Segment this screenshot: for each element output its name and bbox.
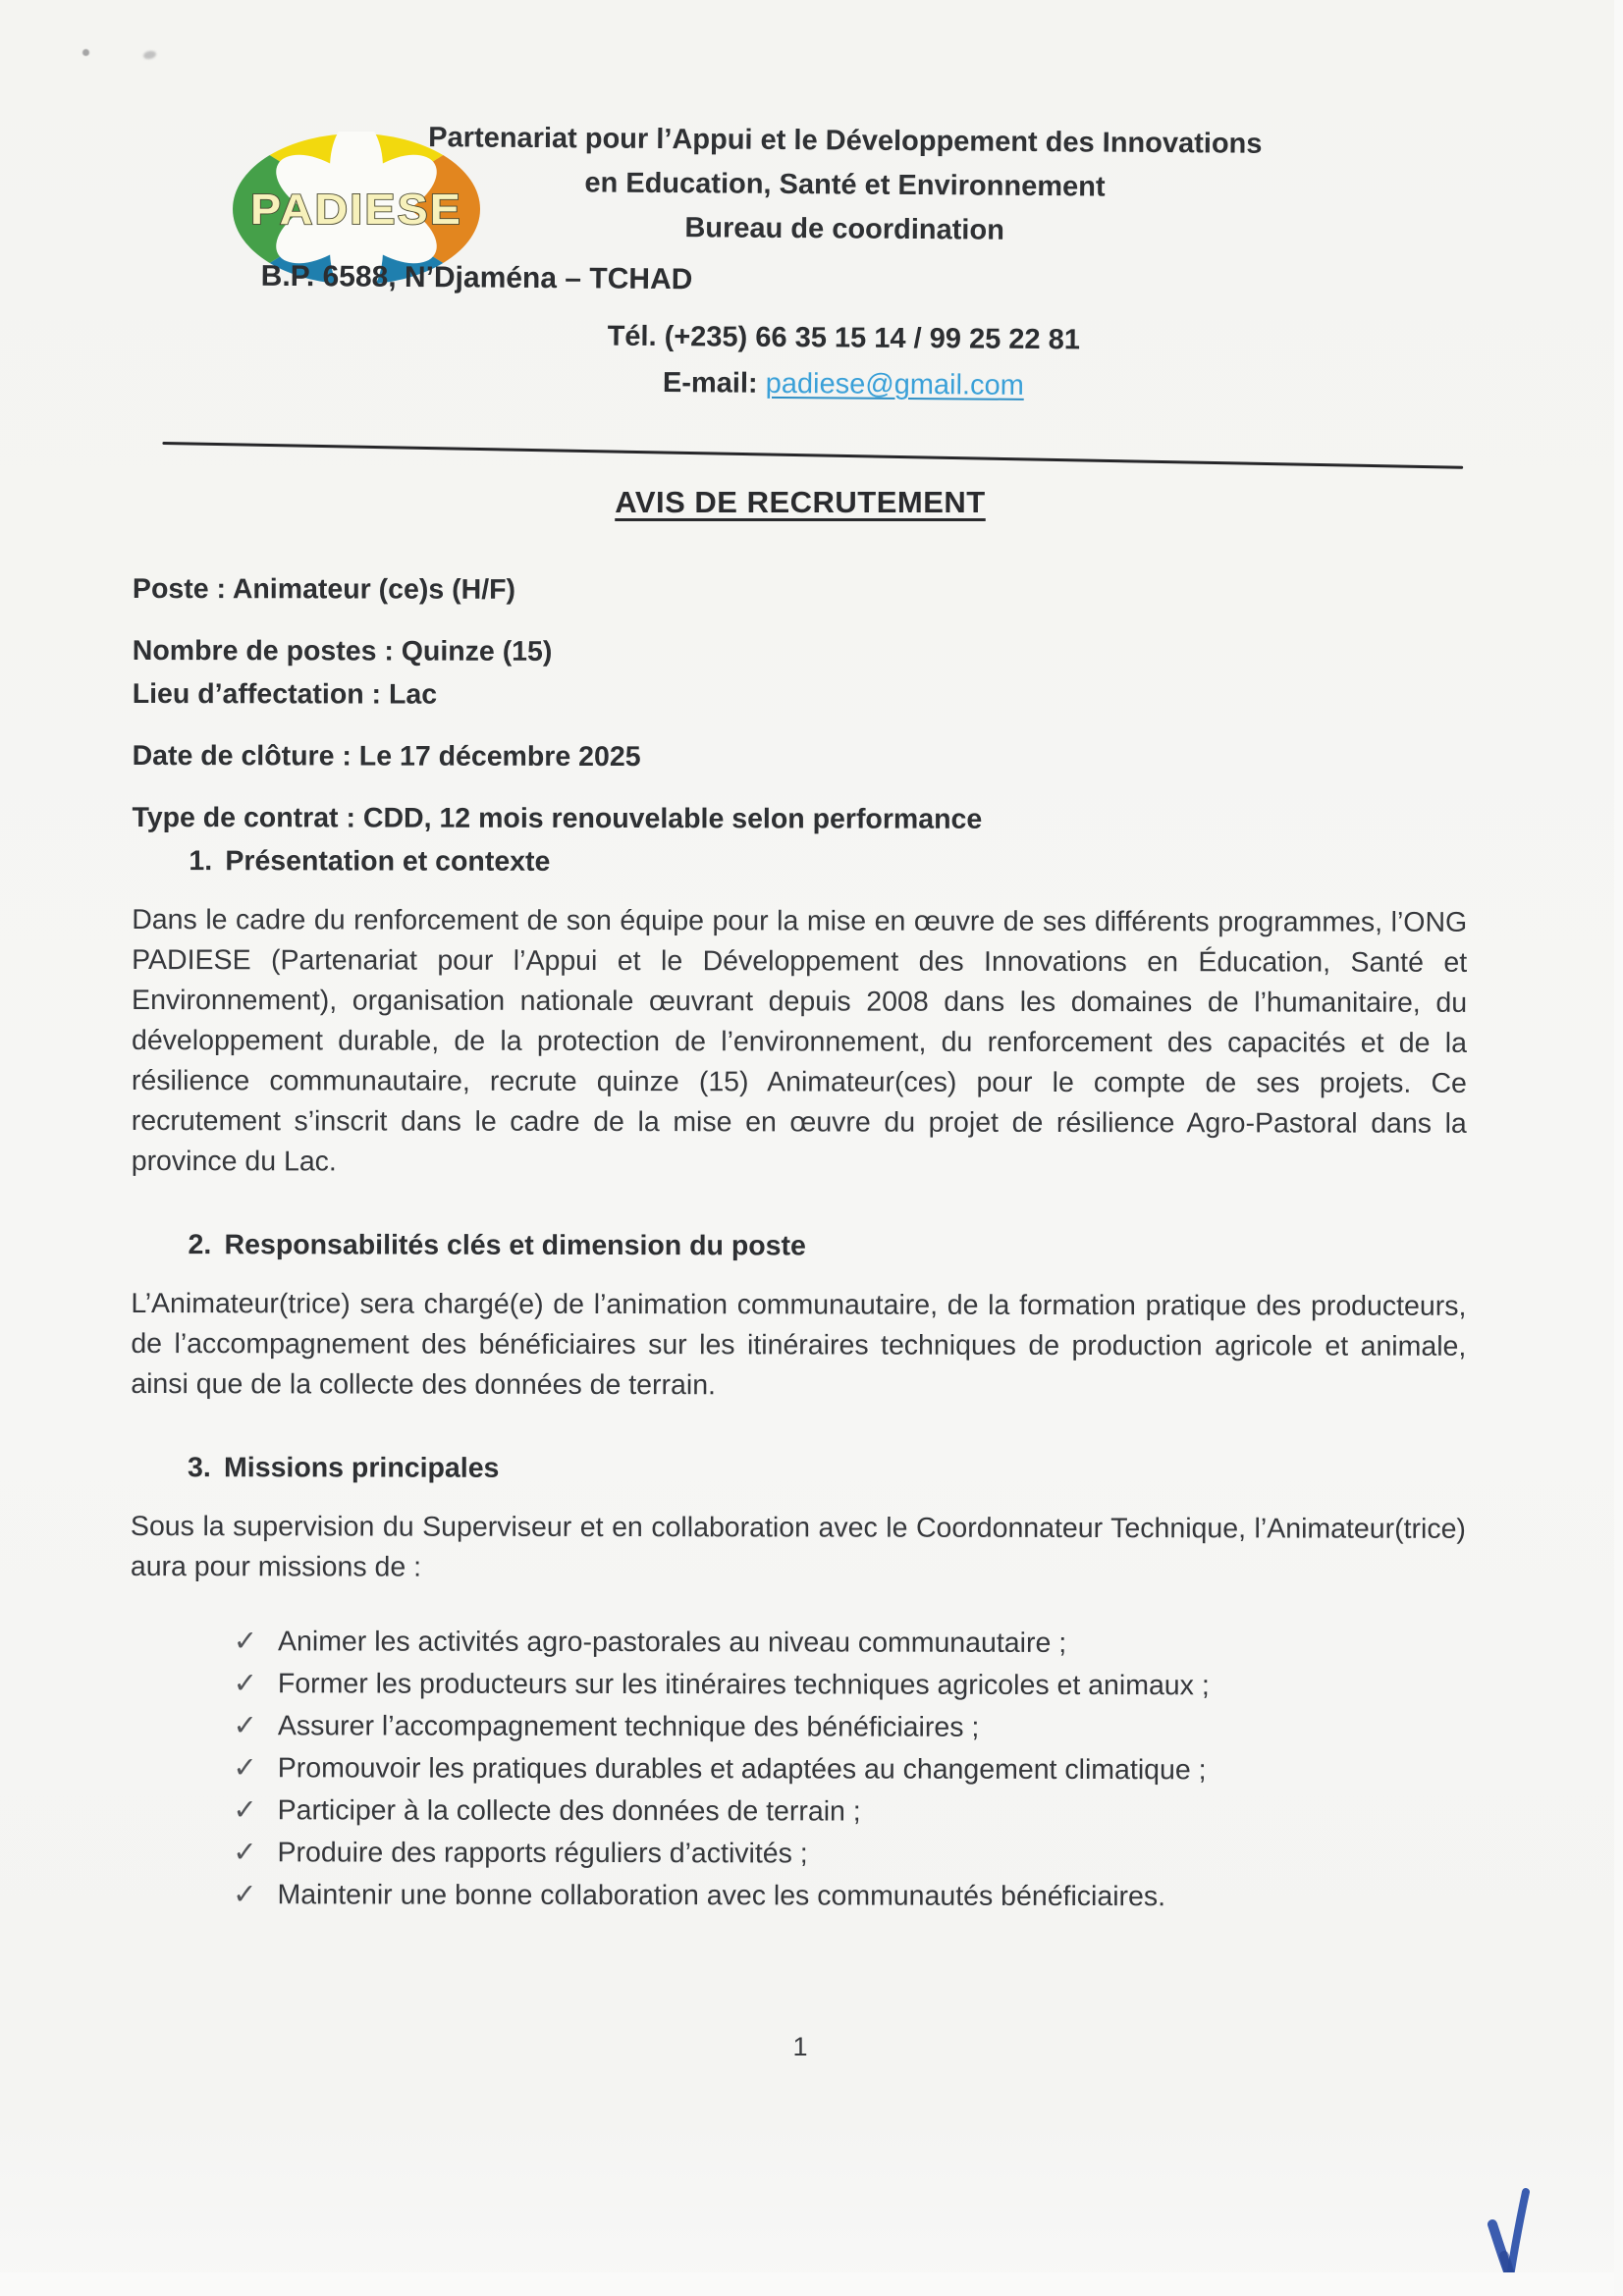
org-name-line-1: Partenariat pour l’Appui et le Développement des Innovations <box>428 122 1263 160</box>
mission-text: Maintenir une bonne collaboration avec les communautés bénéficiaires. <box>277 1879 1166 1913</box>
postal-address: B.P. 6588, N’Djaména – TCHAD <box>260 259 693 296</box>
checkmark-icon: ✓ <box>233 1668 257 1700</box>
detail-type: Type de contrat : CDD, 12 mois renouvelable selon performance <box>132 801 983 835</box>
header-divider-line <box>162 442 1463 469</box>
checkmark-icon: ✓ <box>233 1752 257 1785</box>
email-line <box>402 358 1285 411</box>
detail-lieu: Lieu d’affectation : Lac <box>132 677 438 711</box>
section-2-paragraph: L’Animateur(trice) sera chargé(e) de l’animation communautaire, de la formation pratique des producteurs, de l’accompagnement des bénéficiaires sur les itinéraires techniques de production agricole et animale, ainsi que de la collecte des données de terrain. <box>131 1287 1467 1402</box>
scan-speck <box>142 50 156 61</box>
mission-text: Animer les activités agro-pastorales au niveau communautaire ; <box>277 1626 1067 1659</box>
section-1-number: 1. <box>189 845 213 878</box>
section-2-number: 2. <box>188 1229 212 1261</box>
logo-wordmark: PADIESE <box>250 186 462 234</box>
mission-item <box>233 1832 1465 1877</box>
mission-item <box>234 1621 1466 1666</box>
mission-item <box>234 1663 1466 1708</box>
mission-text: Participer à la collecte des données de terrain ; <box>277 1794 861 1828</box>
scan-speck <box>82 49 89 56</box>
document-body <box>130 567 1468 1919</box>
section-1-paragraph: Dans le cadre du renforcement de son équipe pour la mise en œuvre de ses différents programmes, l’ONG PADIESE (Partenariat pour l’Appui et le Développement des Innovations en Éducation, Santé et Environnement), organisation nationale œuvrant depuis 2008 dans les domaines de l’humanitaire, du développement durable, de la protection de l’environnement, du renforcement des capacités et de la résilience communautaire, recrute quinze (15) Animateur(ces) pour le compte de ses projets. Ce recrutement s’inscrit dans le cadre de la mise en œuvre du projet de résilience Agro-Pastoral dans la province du Lac. <box>131 903 1468 1178</box>
phone-line: Tél. (+235) 66 35 15 14 / 99 25 22 81 <box>607 320 1081 356</box>
section-3-heading: 3. Missions principales <box>131 1446 1466 1492</box>
mission-item <box>233 1789 1465 1835</box>
contact-block <box>402 312 1286 411</box>
checkmark-icon: ✓ <box>233 1710 257 1742</box>
org-name-line-3: Bureau de coordination <box>684 212 1004 246</box>
org-name-line-2: en Education, Santé et Environnement <box>584 167 1106 203</box>
section-1-heading: 1. Présentation et contexte <box>132 839 1467 885</box>
scanner-edge-right <box>1614 0 1623 2296</box>
section-2-heading: 2. Responsabilités clés et dimension du poste <box>132 1223 1467 1269</box>
scanner-edge-bottom <box>0 2272 1623 2296</box>
page-number: 1 <box>792 2032 808 2061</box>
document-title: AVIS DE RECRUTEMENT <box>615 485 986 519</box>
mission-text: Produire des rapports réguliers d’activités ; <box>277 1837 808 1870</box>
section-3-paragraph: Sous la supervision du Superviseur et en collaboration avec le Coordonnateur Technique, l’Animateur(trice) aura pour missions de : <box>130 1510 1466 1583</box>
email-link[interactable]: padiese@gmail.com <box>765 367 1024 401</box>
mission-item <box>233 1874 1465 1919</box>
email-label: E-mail: <box>662 367 758 400</box>
checkmark-icon: ✓ <box>233 1837 257 1869</box>
section-3-number: 3. <box>188 1452 211 1484</box>
mission-item <box>233 1747 1465 1792</box>
detail-poste: Poste : Animateur (ce)s (H/F) <box>132 573 516 606</box>
mission-text: Assurer l’accompagnement technique des bénéficiaires ; <box>277 1710 980 1743</box>
checkmark-icon: ✓ <box>233 1626 258 1658</box>
organization-name <box>403 116 1287 255</box>
detail-nombre: Nombre de postes : Quinze (15) <box>132 634 553 667</box>
mission-item <box>233 1705 1465 1750</box>
checkmark-icon: ✓ <box>233 1794 257 1827</box>
mission-text: Former les producteurs sur les itinéraires techniques agricoles et animaux ; <box>277 1668 1210 1702</box>
missions-list <box>130 1621 1466 1919</box>
detail-date: Date de clôture : Le 17 décembre 2025 <box>132 739 641 774</box>
checkmark-icon: ✓ <box>233 1879 257 1911</box>
mission-text: Promouvoir les pratiques durables et adaptées au changement climatique ; <box>277 1752 1207 1787</box>
